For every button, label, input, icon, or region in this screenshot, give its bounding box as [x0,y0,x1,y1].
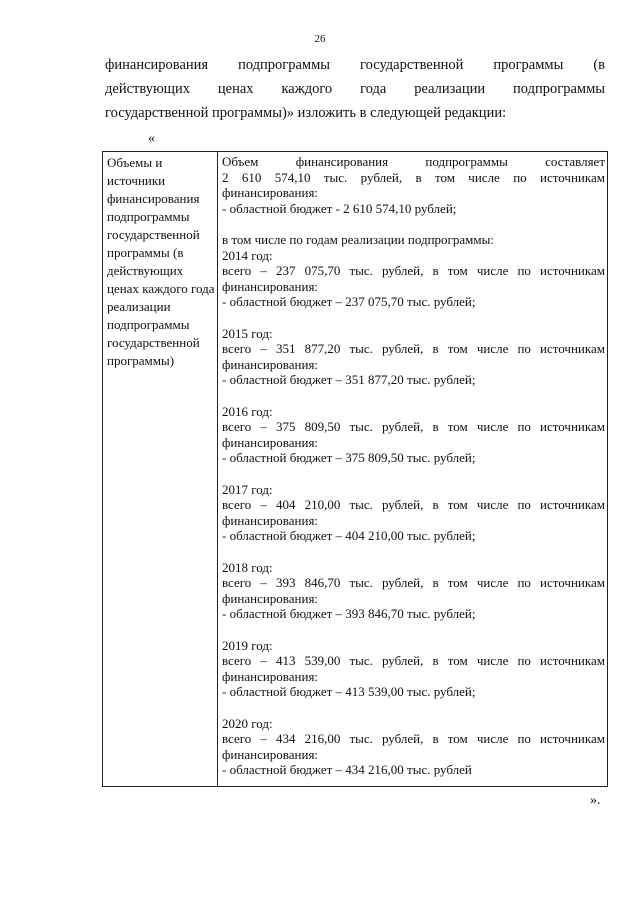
year-block [222,326,605,388]
year-block [222,638,605,700]
year-sources-label: финансирования: [222,746,319,762]
year-sources-label: финансирования: [222,278,319,294]
closing-quote-mark: ». [590,793,601,808]
year-label: 2018 год: [222,559,273,575]
intro-line-1: финансирования подпрограммы государственной программы (в [105,57,605,73]
summary-line-4: - областной бюджет - 2 610 574,10 рублей; [222,200,457,216]
funding-summary [222,154,605,216]
summary-line-3: финансирования: [222,185,319,200]
year-total-line: всего – 351 877,20 тыс. рублей, в том числе по источникам [222,341,605,356]
funding-table [102,151,608,787]
year-label: 2014 год: [222,247,273,263]
year-regional-budget: - областной бюджет – 404 210,00 тыс. рублей; [222,528,476,543]
year-total-line: всего – 404 210,00 тыс. рублей, в том числе по источникам [222,497,605,512]
year-block [222,482,605,544]
year-regional-budget: - областной бюджет – 413 539,00 тыс. рублей; [222,684,476,699]
year-label: 2019 год: [222,637,273,653]
year-sources-label: финансирования: [222,434,319,450]
year-regional-budget: - областной бюджет – 375 809,50 тыс. рублей; [222,450,476,465]
year-total-line: всего – 393 846,70 тыс. рублей, в том числе по источникам [222,575,605,590]
year-block [222,248,605,310]
page-number: 26 [314,33,326,45]
year-label: 2016 год: [222,403,273,419]
year-regional-budget: - областной бюджет – 434 216,00 тыс. рублей [222,762,472,777]
year-label: 2020 год: [222,715,273,731]
column-divider [217,152,218,786]
opening-quote-mark: « [148,131,155,146]
intro-paragraph [105,53,605,125]
year-label: 2017 год: [222,481,273,497]
table-right-cell [222,154,605,778]
year-regional-budget: - областной бюджет – 393 846,70 тыс. рублей; [222,606,476,621]
by-years-heading: в том числе по годам реализации подпрограммы: [222,232,494,247]
intro-line-2: действующих ценах каждого года реализации подпрограммы [105,81,605,97]
intro-line-3: государственной программы)» изложить в следующей редакции: [105,105,507,121]
year-sources-label: финансирования: [222,590,319,606]
year-total-line: всего – 237 075,70 тыс. рублей, в том числе по источникам [222,263,605,278]
year-total-line: всего – 413 539,00 тыс. рублей, в том числе по источникам [222,653,605,668]
year-sources-label: финансирования: [222,356,319,372]
year-regional-budget: - областной бюджет – 237 075,70 тыс. рублей; [222,294,476,309]
year-block [222,716,605,778]
year-total-line: всего – 375 809,50 тыс. рублей, в том числе по источникам [222,419,605,434]
year-block [222,560,605,622]
summary-line-2: 2 610 574,10 тыс. рублей, в том числе по источникам [222,169,605,185]
year-regional-budget: - областной бюджет – 351 877,20 тыс. рублей; [222,372,476,387]
years-list [222,248,605,778]
year-label: 2015 год: [222,325,273,341]
year-block [222,404,605,466]
year-sources-label: финансирования: [222,668,319,684]
summary-line-1: Объем финансирования подпрограммы составляет [222,154,605,169]
year-total-line: всего – 434 216,00 тыс. рублей, в том числе по источникам [222,731,605,746]
year-sources-label: финансирования: [222,512,319,528]
table-left-cell: Объемы и источники финансирования подпрограммы государственной программы (в действующих ценах каждого года реализации подпрограммы государственной программы) [107,155,215,368]
